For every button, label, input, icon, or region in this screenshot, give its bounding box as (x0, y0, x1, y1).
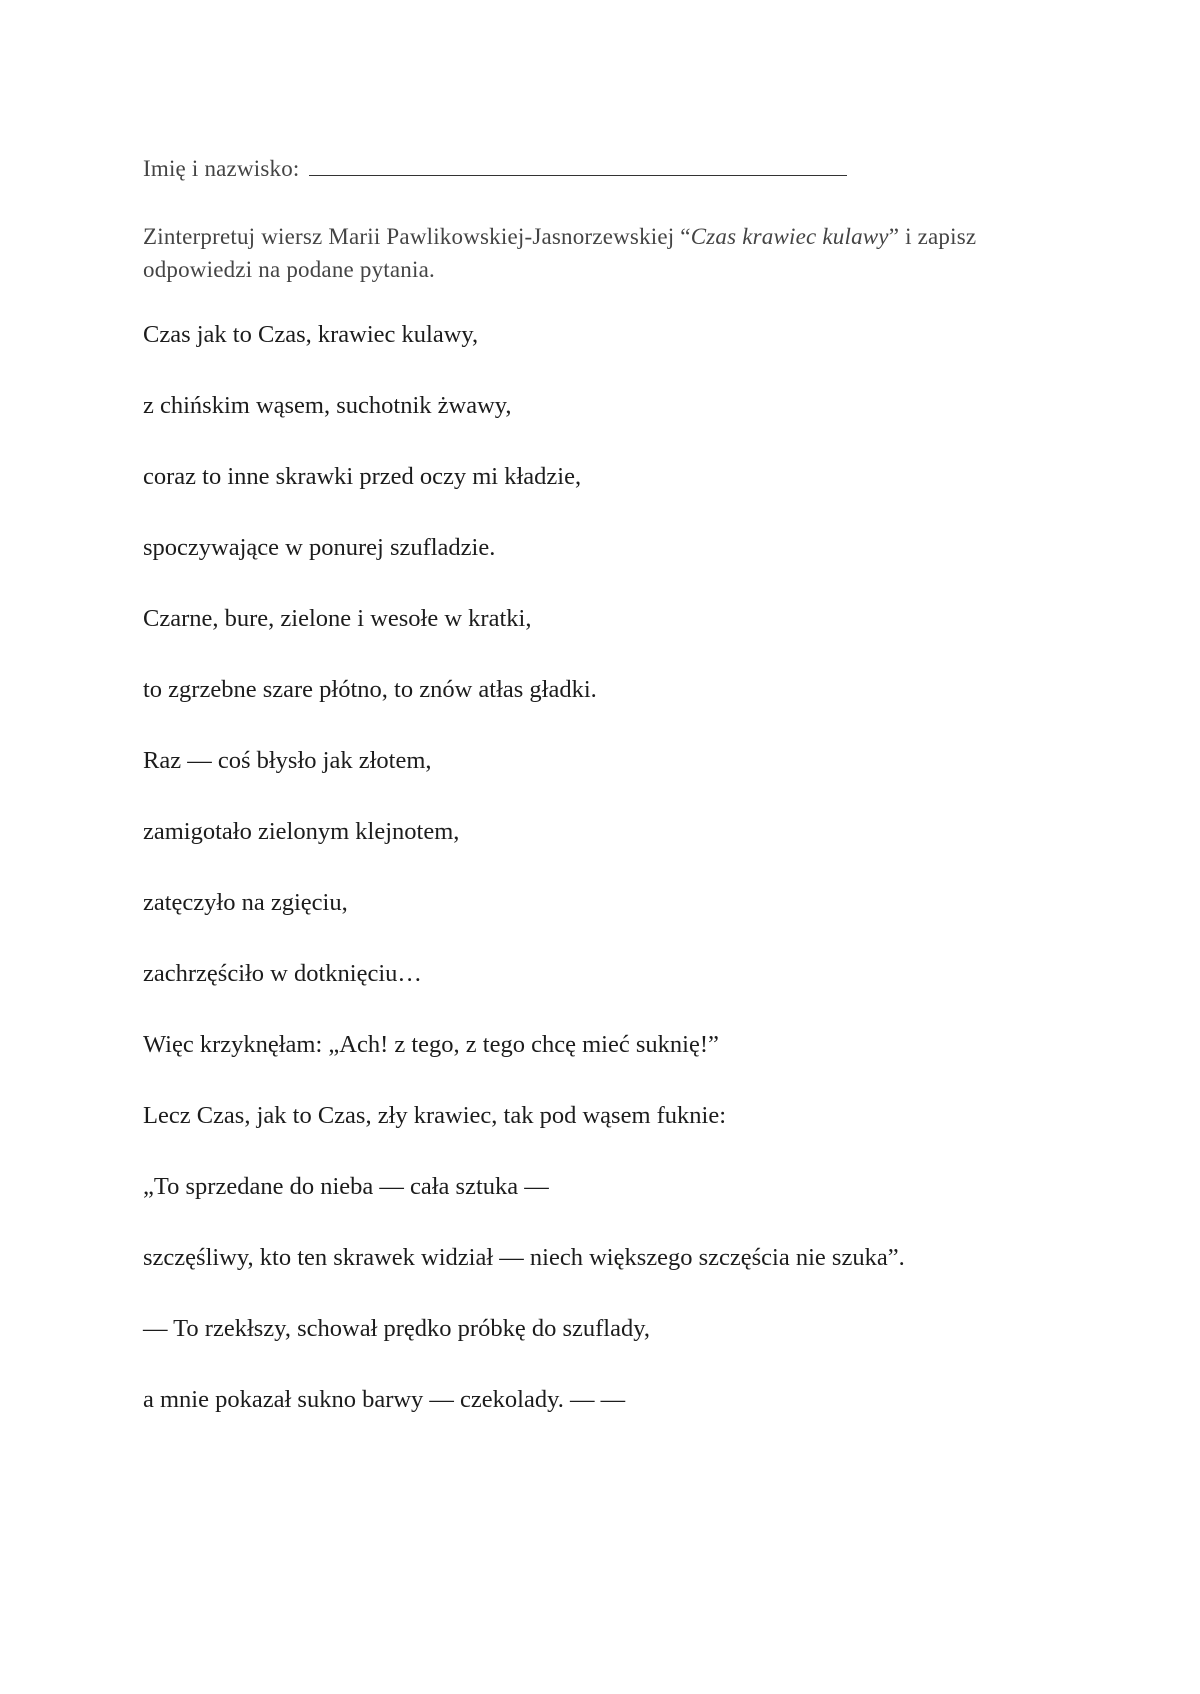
task-instruction (143, 220, 1043, 286)
poem-title-italic: Czas krawiec kulawy (690, 224, 889, 249)
poem-line: „To sprzedane do nieba — cała sztuka — (143, 1173, 549, 1200)
poem-line: coraz to inne skrawki przed oczy mi kładzie, (143, 463, 582, 490)
poem-line: szczęśliwy, kto ten skrawek widział — niech większego szczęścia nie szuka”. (143, 1244, 905, 1271)
poem-line: zachrzęściło w dotknięciu… (143, 960, 422, 987)
poem-line: a mnie pokazał sukno barwy — czekolady. — — (143, 1386, 626, 1413)
instruction-text-before: Zinterpretuj wiersz Marii Pawlikowskiej-Jasnorzewskiej “ (143, 224, 691, 249)
poem-line: Raz — coś błysło jak złotem, (143, 747, 432, 774)
poem-line: zatęczyło na zgięciu, (143, 889, 348, 916)
name-label: Imię i nazwisko: (143, 156, 300, 181)
poem-line: Czas jak to Czas, krawiec kulawy, (143, 321, 479, 348)
poem-line: spoczywające w ponurej szufladzie. (143, 534, 496, 561)
poem-line: Czarne, bure, zielone i wesołe w kratki, (143, 605, 532, 632)
poem-line: to zgrzebne szare płótno, to znów atłas gładki. (143, 676, 597, 703)
instruction-text-after: ” i zapisz odpowiedzi na podane pytania. (143, 224, 977, 282)
name-field-row (143, 156, 847, 182)
poem-line: z chińskim wąsem, suchotnik żwawy, (143, 392, 512, 419)
poem-line: Lecz Czas, jak to Czas, zły krawiec, tak pod wąsem fuknie: (143, 1102, 727, 1129)
poem-line: zamigotało zielonym klejnotem, (143, 818, 460, 845)
poem-text (143, 318, 1103, 1454)
poem-line: — To rzekłszy, schował prędko próbkę do szuflady, (143, 1315, 650, 1342)
name-blank-line (309, 157, 847, 176)
poem-line: Więc krzyknęłam: „Ach! z tego, z tego chcę mieć suknię!” (143, 1031, 719, 1058)
